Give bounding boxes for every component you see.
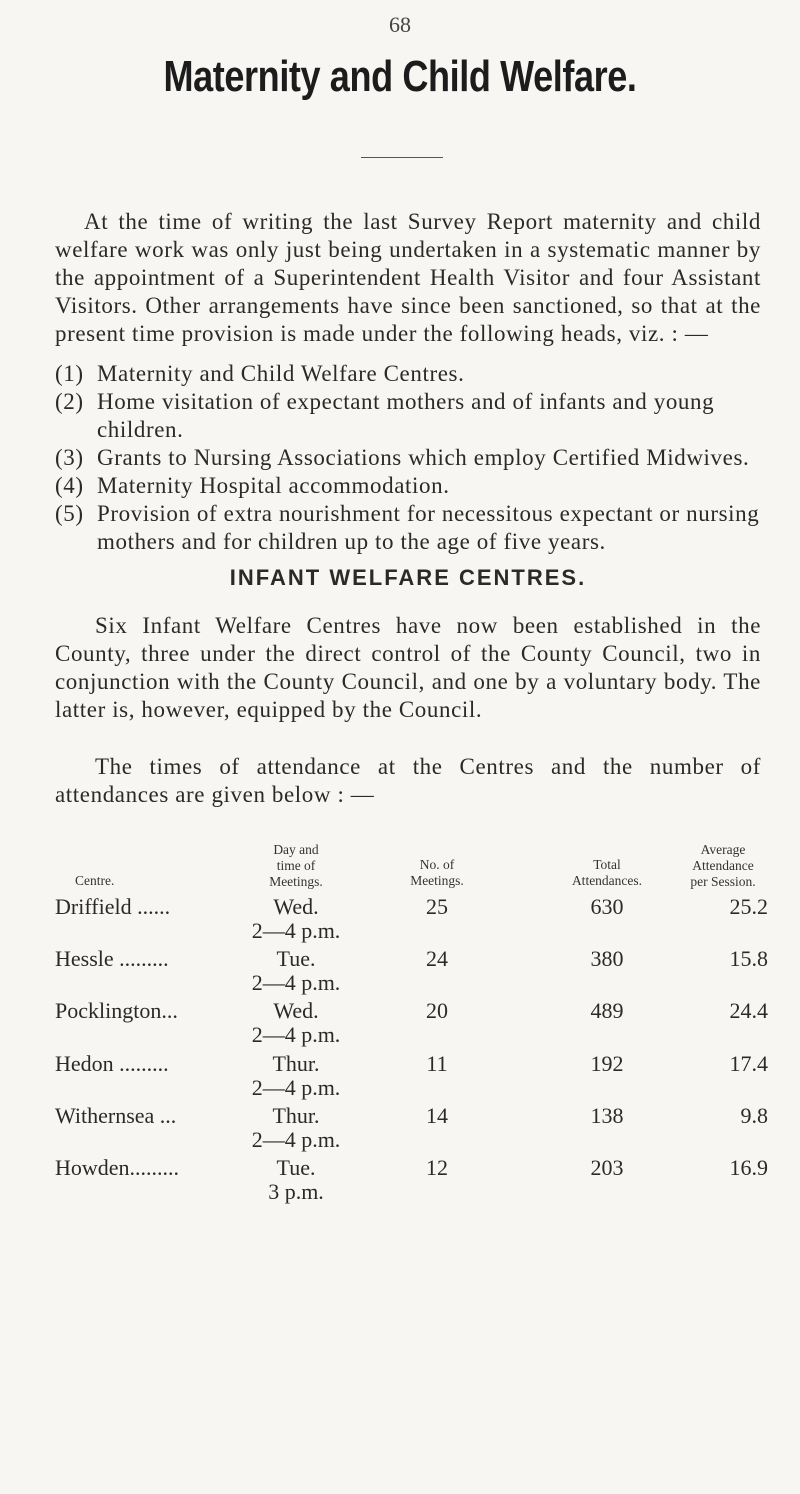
column-header-line: per Session. xyxy=(690,874,756,889)
average-attendance: 17.4 xyxy=(729,1051,768,1076)
column-header-line: Attendances. xyxy=(571,873,643,888)
list-item-text: Maternity and Child Welfare Centres. xyxy=(97,361,465,386)
meetings-count: 14 xyxy=(426,1103,448,1128)
meeting-time: 2—4 p.m. xyxy=(251,1075,341,1100)
column-header-day xyxy=(226,842,366,890)
list-item-text: Home visitation of expectant mothers and of infants and young children. xyxy=(97,389,715,442)
centre-name: Pocklington... xyxy=(55,998,178,1023)
column-header-line: Meetings. xyxy=(410,873,464,888)
total-attendances: 489 xyxy=(590,998,624,1023)
meeting-time: 2—4 p.m. xyxy=(251,1127,341,1152)
meeting-time: 3 p.m. xyxy=(268,1179,324,1204)
meetings-count: 24 xyxy=(426,946,448,971)
meeting-day: Tue. xyxy=(276,946,316,971)
list-item-number: (1) xyxy=(55,361,84,386)
average-attendance: 16.9 xyxy=(729,1155,768,1180)
column-header-line: time of xyxy=(276,858,316,873)
centre-name: Driffield ...... xyxy=(55,894,171,919)
average-attendance: 15.8 xyxy=(729,946,768,971)
total-attendances: 192 xyxy=(590,1051,624,1076)
meeting-day: Tue. xyxy=(276,1155,316,1180)
column-header-centre: Centre. xyxy=(75,873,115,888)
provisions-list xyxy=(55,360,761,556)
list-item xyxy=(55,388,761,444)
total-attendances: 138 xyxy=(590,1103,624,1128)
list-item xyxy=(55,444,761,472)
average-attendance: 25.2 xyxy=(729,894,768,919)
list-item-number: (3) xyxy=(55,445,84,470)
meetings-count: 12 xyxy=(426,1155,448,1180)
list-item-number: (5) xyxy=(55,501,84,526)
column-header-average xyxy=(668,842,778,890)
average-attendance: 24.4 xyxy=(729,998,768,1023)
list-item-text: Grants to Nursing Associations which employ Certified Midwives. xyxy=(97,445,750,470)
column-header-line: Meetings. xyxy=(269,874,323,889)
meeting-time: 2—4 p.m. xyxy=(251,918,341,943)
attendance-paragraph: The times of attendance at the Centres and the number of attendances are given below : — xyxy=(55,754,761,807)
centre-name: Withernsea ... xyxy=(55,1103,177,1128)
column-header-line: Total xyxy=(593,857,621,872)
list-item-text: Maternity Hospital accommodation. xyxy=(97,473,450,498)
list-item xyxy=(55,360,761,388)
centre-name: Howden......... xyxy=(55,1155,180,1180)
average-attendance: 9.8 xyxy=(740,1103,768,1128)
meeting-time: 2—4 p.m. xyxy=(251,1022,341,1047)
centres-paragraph: Six Infant Welfare Centres have now been established in the County, three under the direct control of the County Council, two in conjunction with the County Council, and one by a voluntary body. The latter is, however, equipped by the Council. xyxy=(55,613,761,722)
column-header-line: Day and xyxy=(273,842,319,857)
title-divider xyxy=(361,157,443,158)
column-header-meetings xyxy=(392,857,482,889)
list-item-text: Provision of extra nourishment for necessitous expectant or nursing mothers and for children up to the age of five years. xyxy=(97,501,760,554)
total-attendances: 630 xyxy=(590,894,624,919)
page-title: Maternity and Child Welfare. xyxy=(163,52,637,101)
meetings-count: 20 xyxy=(426,998,448,1023)
column-header-line: No. of xyxy=(419,857,455,872)
meetings-count: 11 xyxy=(426,1051,448,1076)
meetings-count: 25 xyxy=(426,894,448,919)
list-item-number: (2) xyxy=(55,389,84,414)
total-attendances: 380 xyxy=(590,946,624,971)
column-header-total xyxy=(552,857,662,889)
centre-name: Hedon ......... xyxy=(55,1051,169,1076)
list-item xyxy=(55,500,761,556)
page-number: 68 xyxy=(389,12,411,37)
meeting-day: Thur. xyxy=(272,1103,320,1128)
meeting-day: Wed. xyxy=(273,894,319,919)
column-header-line: Average xyxy=(700,842,746,857)
total-attendances: 203 xyxy=(590,1155,624,1180)
centre-name: Hessle ......... xyxy=(55,946,169,971)
section-heading: INFANT WELFARE CENTRES. xyxy=(229,565,587,590)
list-item-number: (4) xyxy=(55,473,84,498)
intro-paragraph: At the time of writing the last Survey Report maternity and child welfare work was only just being undertaken in a systematic manner by the appointment of a Superintendent Health Visitor and four Assistant Visitors. Other arrangements have since been sanctioned, so that at the present time provision is made under the following heads, viz. : — xyxy=(55,209,761,346)
column-header-line: Attendance xyxy=(692,858,754,873)
list-item xyxy=(55,472,761,500)
meeting-time: 2—4 p.m. xyxy=(251,970,341,995)
meeting-day: Wed. xyxy=(273,998,319,1023)
meeting-day: Thur. xyxy=(272,1051,320,1076)
